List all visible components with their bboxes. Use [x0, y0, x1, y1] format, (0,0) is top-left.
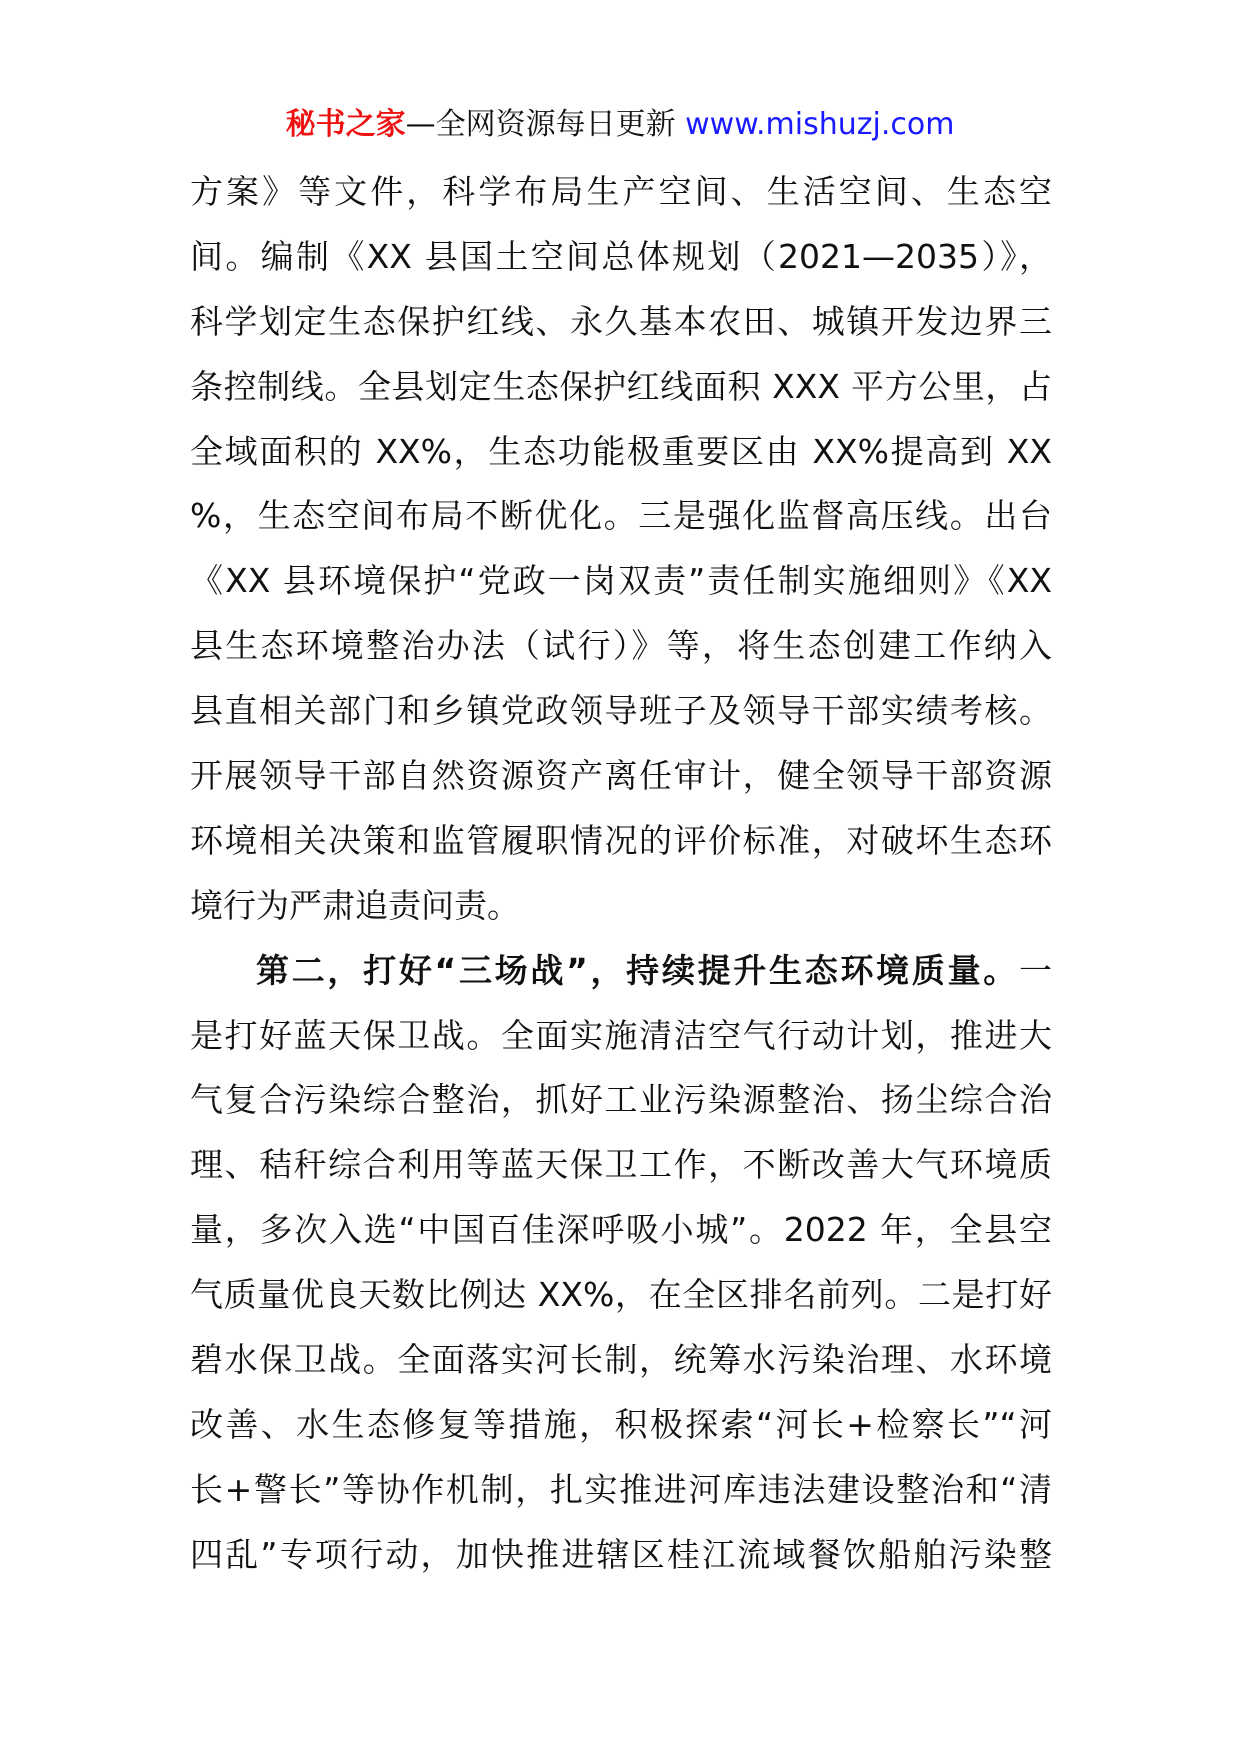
text-line: 全域面积的 XX%，生态功能极重要区由 XX%提高到 XX — [190, 431, 1052, 471]
site-url-link[interactable]: www.mishuzj.com — [685, 107, 955, 142]
brand-name: 秘书之家 — [285, 107, 406, 142]
page-header — [0, 103, 1240, 147]
text-line: 县生态环境整治办法（试行）》等，将生态创建工作纳入 — [190, 626, 1052, 666]
text-line: 境行为严肃追责问责。 — [190, 885, 520, 925]
text-line: 气复合污染综合整治，抓好工业污染源整治、扬尘综合治 — [190, 1080, 1052, 1120]
text-line: 开展领导干部自然资源资产离任审计，健全领导干部资源 — [190, 756, 1052, 796]
text-fragment: 一 — [1019, 950, 1052, 990]
text-line: %，生态空间布局不断优化。三是强化监督高压线。出台 — [190, 496, 1052, 536]
text-line: 量，多次入选“中国百佳深呼吸小城”。2022 年，全县空 — [190, 1210, 1052, 1250]
text-line: 方案》等文件，科学布局生产空间、生活空间、生态空 — [190, 172, 1052, 211]
text-line: 环境相关决策和监管履职情况的评价标准，对破坏生态环 — [190, 820, 1052, 860]
text-line: 间。编制《XX 县国土空间总体规划（2021—2035）》， — [190, 236, 1052, 276]
text-line: 《XX 县环境保护“党政一岗双责”责任制实施细则》《XX — [190, 561, 1052, 601]
text-line: 理、秸秆综合利用等蓝天保卫工作，不断改善大气环境质 — [190, 1145, 1052, 1185]
text-line: 气质量优良天数比例达 XX%，在全区排名前列。二是打好 — [190, 1275, 1052, 1315]
document-body — [190, 160, 1052, 1588]
section-heading-line — [190, 939, 1052, 1004]
text-line: 改善、水生态修复等措施，积极探索“河长+检察长”“河 — [190, 1404, 1052, 1444]
text-line: 科学划定生态保护红线、永久基本农田、城镇开发边界三 — [190, 301, 1052, 341]
text-line: 长+警长”等协作机制，扎实推进河库违法建设整治和“清 — [190, 1469, 1052, 1509]
text-line: 四乱”专项行动，加快推进辖区桂江流域餐饮船舶污染整 — [190, 1534, 1052, 1574]
text-line: 碧水保卫战。全面落实河长制，统筹水污染治理、水环境 — [190, 1340, 1052, 1380]
text-line: 是打好蓝天保卫战。全面实施清洁空气行动计划，推进大 — [190, 1015, 1052, 1055]
text-line: 县直相关部门和乡镇党政领导班子及领导干部实绩考核。 — [190, 691, 1052, 731]
section-heading: 第二，打好“三场战”，持续提升生态环境质量。 — [256, 950, 1019, 990]
header-tagline: —全网资源每日更新 — [405, 107, 676, 142]
text-line: 条控制线。全县划定生态保护红线面积 XXX 平方公里，占 — [190, 366, 1052, 406]
